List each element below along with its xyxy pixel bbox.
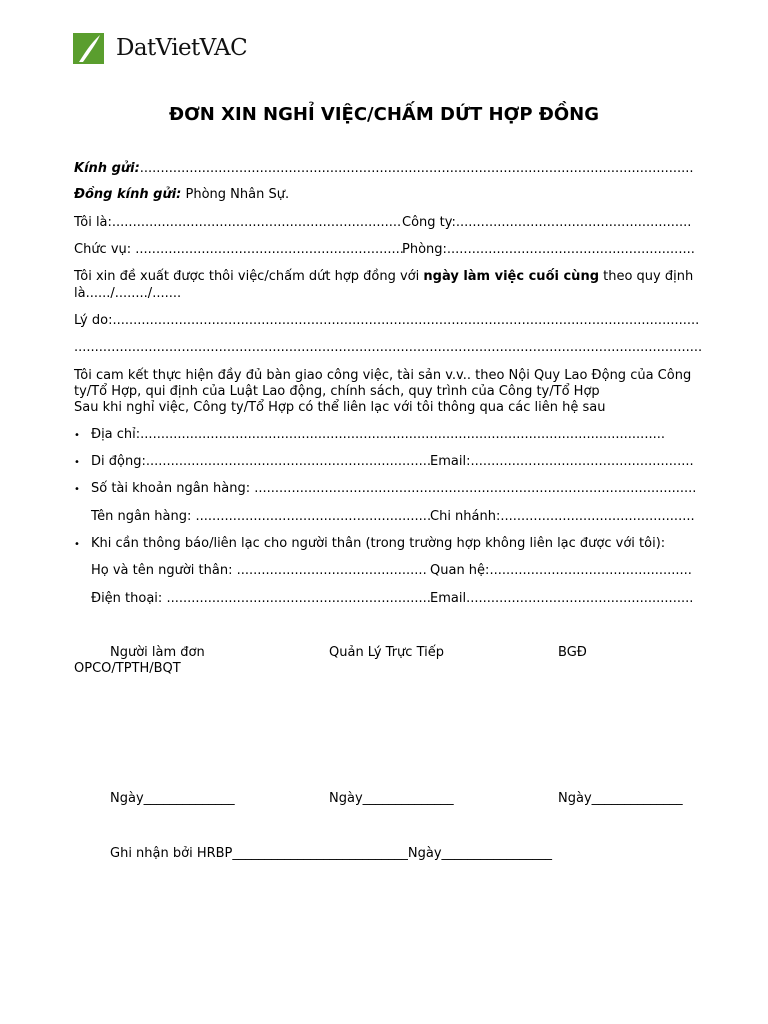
bullet-icon: • — [74, 484, 80, 495]
quan-he-line — [430, 563, 692, 578]
ngan-hang-label: Tên ngân hàng: — [91, 509, 196, 524]
tai-khoan-label: Số tài khoản ngân hàng: — [91, 481, 255, 496]
chuc-vu-line — [74, 242, 404, 257]
di-dong-line — [91, 454, 431, 469]
dien-thoai-field[interactable]: ................................................................ — [166, 591, 431, 606]
ngan-hang-field[interactable]: ......................................................... — [195, 509, 432, 524]
ngan-hang-line — [91, 509, 431, 524]
de-xuat-text-end: theo quy định — [599, 269, 694, 284]
email-field[interactable]: ...................................................... — [470, 454, 694, 469]
dong-kinh-gui-label: Đồng kính gửi: — [74, 187, 182, 202]
ngay-field-bgd[interactable]: Ngày______________ — [558, 791, 683, 806]
cam-ket-line-3: Sau khi nghỉ việc, Công ty/Tổ Hợp có thể liên lạc với tôi thông qua các liên hệ sau — [74, 400, 606, 415]
ly-do-field[interactable]: .............................................................................................................................................. — [112, 313, 700, 328]
phong-label: Phòng: — [402, 242, 447, 257]
hrbp-field[interactable]: ___________________________ — [232, 846, 408, 861]
dia-chi-label: Địa chỉ: — [91, 427, 141, 442]
bgd-label: BGĐ — [558, 645, 587, 660]
toi-la-field[interactable]: ...................................................................... — [111, 215, 402, 230]
dia-chi-field[interactable]: ............................................................................................................................... — [140, 427, 665, 442]
dong-kinh-gui-value: Phòng Nhân Sự. — [181, 187, 290, 202]
chuc-vu-label: Chức vụ: — [74, 242, 136, 257]
nguoi-than-line — [91, 563, 427, 578]
chi-nhanh-line — [430, 509, 695, 524]
dong-kinh-gui-line — [74, 187, 289, 202]
cam-ket-line-1: Tôi cam kết thực hiện đầy đủ bàn giao công việc, tài sản v.v.. theo Nội Quy Lao Động của Công — [74, 368, 692, 383]
dia-chi-line — [91, 427, 665, 442]
opco-label: OPCO/TPTH/BQT — [74, 661, 181, 676]
email-nguoi-than-line — [430, 591, 693, 606]
ngay-field-quan-ly[interactable]: Ngày______________ — [329, 791, 454, 806]
phong-line — [402, 242, 695, 257]
kinh-gui-label: Kính gửi: — [74, 161, 140, 176]
kinh-gui-field[interactable]: ...................................................................................................................................... — [139, 161, 694, 176]
hrbp-label: Ghi nhận bởi HRBP — [110, 846, 233, 861]
di-dong-field[interactable]: ..................................................................... — [145, 454, 431, 469]
ly-do-field-line-2[interactable]: ........................................................................................................................................................ — [74, 340, 703, 355]
di-dong-label: Di động: — [91, 454, 146, 469]
document-title: ĐƠN XIN NGHỈ VIỆC/CHẤM DỨT HỢP ĐỒNG — [169, 104, 599, 125]
toi-la-label: Tôi là: — [74, 215, 112, 230]
bullet-icon: • — [74, 430, 80, 441]
quan-he-field[interactable]: ................................................. — [489, 563, 692, 578]
nguoi-than-field[interactable]: .............................................. — [236, 563, 427, 578]
cong-ty-field[interactable]: ......................................................... — [455, 215, 692, 230]
de-xuat-text: Tôi xin đề xuất được thôi việc/chấm dứt hợp đồng với — [74, 269, 424, 284]
bullet-icon: • — [74, 539, 80, 550]
cong-ty-label: Công ty: — [402, 215, 456, 230]
nguoi-than-label: Họ và tên người thân: — [91, 563, 237, 578]
chi-nhanh-label: Chi nhánh: — [430, 509, 501, 524]
ngay-lam-viec-cuoi-cung: ngày làm việc cuối cùng — [423, 269, 599, 284]
quan-ly-truc-tiep-label: Quản Lý Trực Tiếp — [329, 645, 444, 660]
de-xuat-date-field[interactable]: là....../......../....... — [74, 286, 182, 301]
leaf-logo-icon — [73, 33, 104, 64]
email-label: Email: — [430, 454, 471, 469]
hrbp-line — [110, 846, 552, 861]
chi-nhanh-field[interactable]: ............................................... — [500, 509, 695, 524]
logo-text: DatVietVAC — [116, 35, 248, 61]
bullet-icon: • — [74, 457, 80, 468]
company-logo — [73, 32, 247, 64]
ly-do-line — [74, 313, 699, 328]
chuc-vu-field[interactable]: ................................................................. — [135, 242, 404, 257]
toi-la-line — [74, 215, 401, 230]
email-line — [430, 454, 694, 469]
phong-field[interactable]: ............................................................ — [446, 242, 695, 257]
ly-do-label: Lý do: — [74, 313, 113, 328]
dien-thoai-label: Điện thoại: — [91, 591, 167, 606]
tai-khoan-line — [91, 481, 696, 496]
tai-khoan-field[interactable]: ........................................................................................................... — [254, 481, 697, 496]
ngay-field-nguoi-lam-don[interactable]: Ngày______________ — [110, 791, 235, 806]
cam-ket-line-2: ty/Tổ Hợp, qui định của Luật Lao động, chính sách, quy trình của Công ty/Tổ Hợp — [74, 384, 600, 399]
kinh-gui-line — [74, 161, 694, 176]
email-nguoi-than-field[interactable]: ....................................................... — [466, 591, 694, 606]
cong-ty-line — [402, 215, 691, 230]
de-xuat-line-1 — [74, 269, 693, 284]
hrbp-ngay-field[interactable]: Ngày_________________ — [407, 846, 553, 861]
email-nguoi-than-label: Email — [430, 591, 467, 606]
dien-thoai-line — [91, 591, 431, 606]
nguoi-lam-don-label: Người làm đơn — [110, 645, 205, 660]
lien-lac-text: Khi cần thông báo/liên lạc cho người thân (trong trường hợp không liên lạc được với tôi): — [91, 536, 666, 551]
quan-he-label: Quan hệ: — [430, 563, 490, 578]
